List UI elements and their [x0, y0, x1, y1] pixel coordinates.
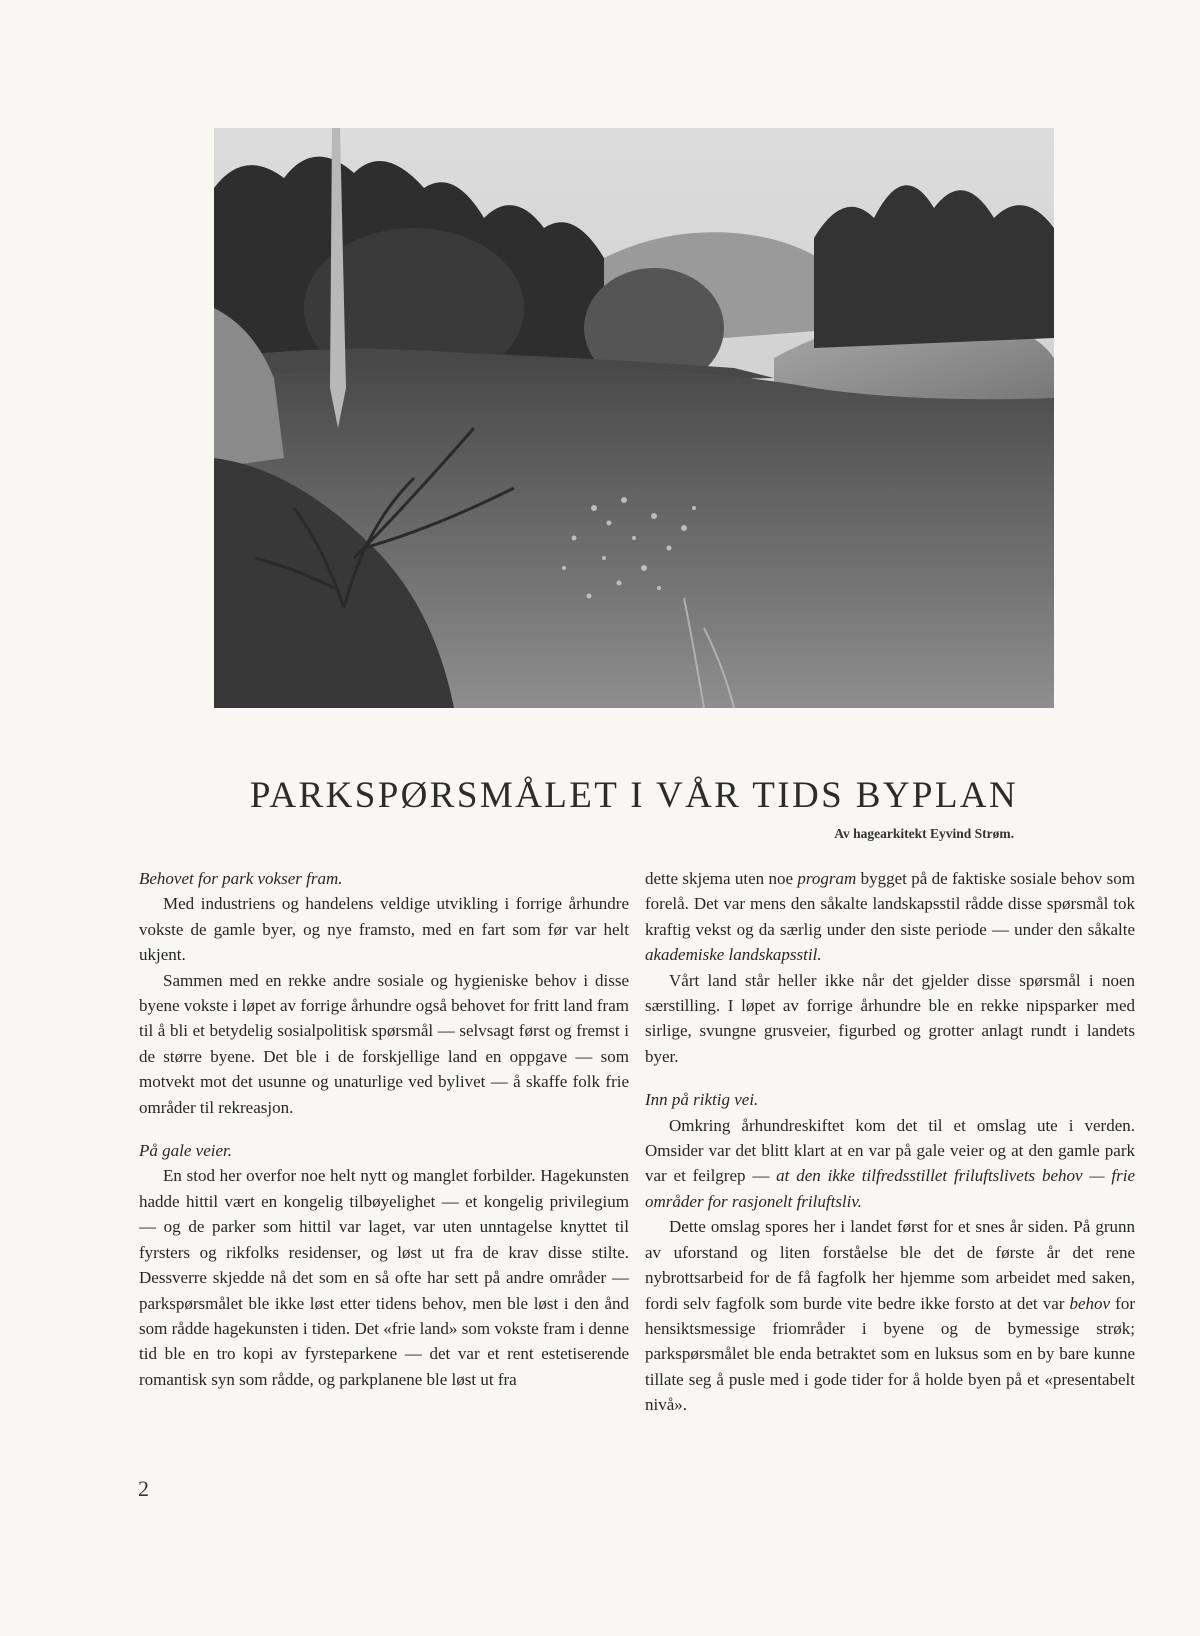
article-title: PARKSPØRSMÅLET I VÅR TIDS BYPLAN	[249, 775, 1019, 816]
emphasis: at den ikke tilfredsstillet friluftslivets behov — frie områder for rasjonelt friluftsliv.	[645, 1166, 1135, 1211]
landscape-photo	[214, 128, 1054, 708]
paragraph: dette skjema uten noe program bygget på de faktiske sosiale behov som forelå. Det var mens den såkalte landskapsstil rådde disse spørsmål tok kraftig vekst og da særlig under den siste periode — under den såkalte akademiske landskapsstil.	[645, 869, 1135, 965]
emphasis: program	[797, 869, 857, 888]
paragraph: Dette omslag spores her i landet først for et snes år siden. På grunn av uforstand og liten forståelse ble det de første år det rene nybrottsarbeid for de få fagfolk her hjemme som arbeidet med saken, fordi selv fagfolk som burde vite bedre ikke forsto at det var behov for hensiktsmessige friområder i byene og de bymessige strøk; parkspørsmålet ble enda betraktet som en luksus som en by bare kunne tillate seg å pusle med i gode tider for å holde byen på et «presentabelt nivå».	[645, 1217, 1136, 1415]
paragraph: Med industriens og handelens veldige utvikling i forrige århundre vokste de gamle byer, og nye framsto, med en fart som før var helt ukjent.	[139, 894, 629, 965]
section-heading-riktig-vei: Inn på riktig vei.	[645, 1090, 759, 1110]
paragraph: Sammen med en rekke andre sosiale og hygieniske behov i disse byene vokste i løpet av forrige århundre også behovet for fritt land fram til å bli et betydelig sosialpolitisk spørsmål — selvsagt først og fremst i de større byene. Det ble i de forskjellige land en oppgave — som motvekt mot det usunne og unaturlige ved bylivet — å skaffe folk frie områder til rekreasjon.	[139, 970, 629, 1117]
left-column	[139, 866, 629, 1392]
right-column	[645, 866, 1135, 1418]
section-heading-gale-veier: På gale veier.	[139, 1141, 232, 1161]
author-byline: Av hagearkitekt Eyvind Strøm.	[834, 826, 1014, 841]
pond-landscape-illustration	[214, 128, 1054, 708]
page-number: 2	[138, 1476, 149, 1501]
paragraph: Omkring århundreskiftet kom det til et omslag ute i verden. Omsider var det blitt klart at en var på gale veier og at den gamle park var et feilgrep — at den ikke tilfredsstillet friluftslivets behov — frie områder for rasjonelt friluftsliv.	[645, 1115, 1135, 1211]
emphasis: behov	[1069, 1293, 1111, 1313]
paragraph: En stod her overfor noe helt nytt og manglet forbilder. Hagekunsten hadde hittil vært en kongelig tilbøyelighet — et kongelig privilegium — og de parker som hittil var laget, var uten unntagelse knyttet til fyrsters og rikfolks residenser, og løst ut fra de krav disse stilte. Dessverre skjedde nå det som en så ofte har sett på andre områder — parkspørsmålet ble ikke løst etter tidens behov, men ble løst i den ånd som rådde hagekunsten i tiden. Det «frie land» som vokste fram i denne tid ble en tro kopi av fyrsteparkene — det var et rent estetiserende romantisk syn som rådde, og parkplanene ble løst ut fra	[139, 1166, 629, 1389]
section-heading-behovet: Behovet for park vokser fram.	[139, 869, 343, 888]
paragraph: Vårt land står heller ikke når det gjelder disse spørsmål i noen særstilling. I løpet av forrige århundre ble en rekke nipsparker med sirlige, svungne grusveier, figurbed og grotter anlagt rundt i landets byer.	[645, 970, 1135, 1066]
emphasis: akademiske landskapsstil.	[645, 945, 822, 965]
